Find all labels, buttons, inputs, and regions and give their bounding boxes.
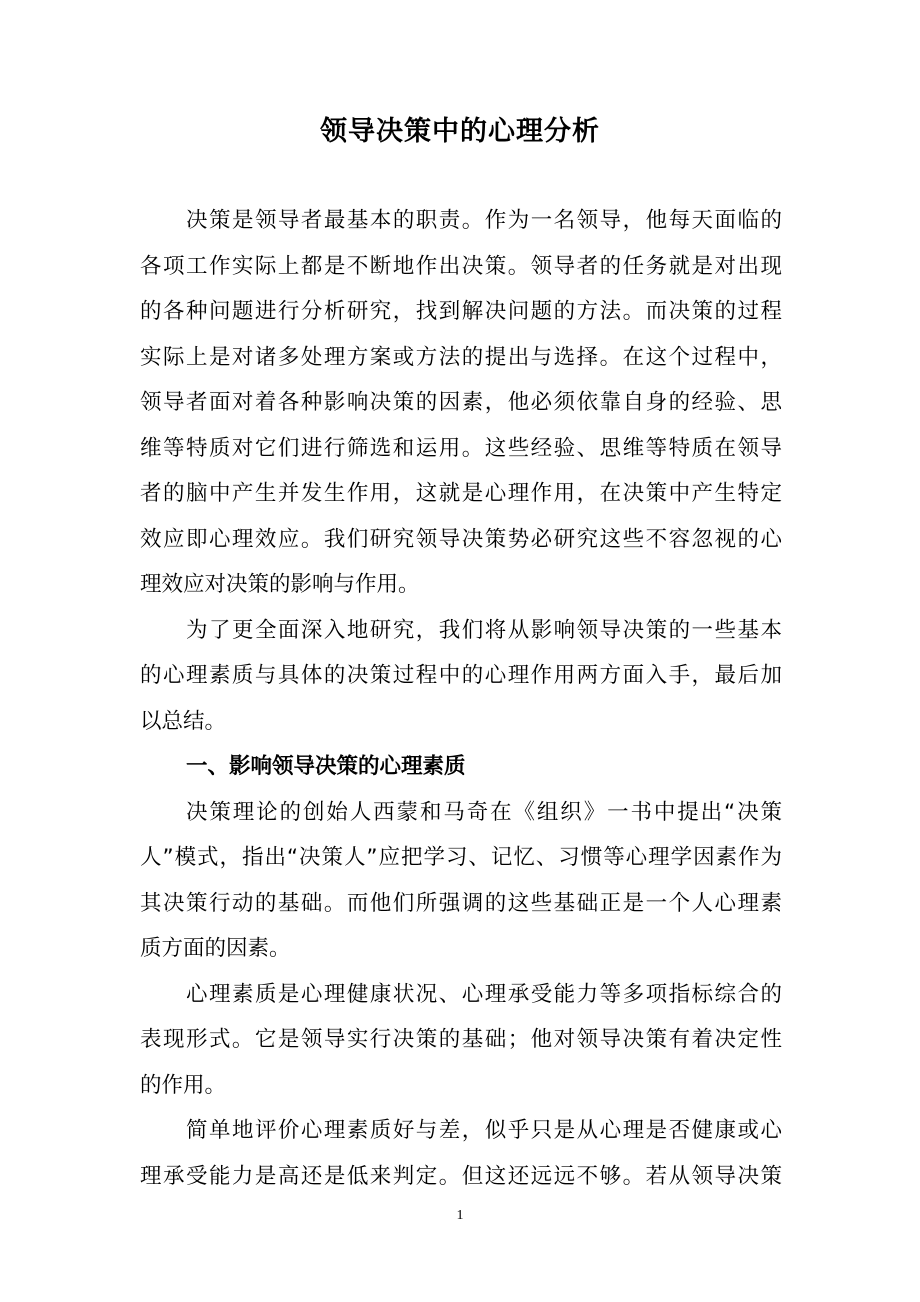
text-line: 者的脑中产生并发生作用，这就是心理作用，在决策中产生特定 (140, 481, 782, 506)
text-line: 以总结。 (140, 708, 227, 734)
section-heading: 一、影响领导决策的心理素质 (186, 754, 466, 779)
text-line: 决策是领导者最基本的职责。作为一名领导，他每天面临的 (186, 208, 782, 233)
text-line: 实际上是对诸多处理方案或方法的提出与选择。在这个过程中， (140, 344, 782, 370)
text-line: 简单地评价心理素质好与差，似乎只是从心理是否健康或心 (186, 1118, 782, 1143)
text-line: 理效应对决策的影响与作用。 (140, 572, 420, 597)
text-line: 维等特质对它们进行筛选和运用。这些经验、思维等特质在领导 (140, 435, 782, 461)
text-line: 质方面的因素。 (140, 936, 291, 961)
text-line: 决策理论的创始人西蒙和马奇在《组织》一书中提出“决策 (186, 799, 782, 825)
text-line: 人”模式，指出“决策人”应把学习、记忆、习惯等心理学因素作为 (140, 845, 782, 870)
text-line: 的作用。 (140, 1072, 227, 1098)
text-line: 的心理素质与具体的决策过程中的心理作用两方面入手，最后加 (140, 663, 782, 688)
text-line: 其决策行动的基础。而他们所强调的这些基础正是一个人心理素 (140, 890, 782, 916)
document-body (140, 198, 782, 1199)
text-line: 为了更全面深入地研究，我们将从影响领导决策的一些基本 (186, 617, 782, 643)
text-line: 的各种问题进行分析研究，找到解决问题的方法。而决策的过程 (140, 299, 782, 324)
document-title: 领导决策中的心理分析 (320, 116, 600, 147)
text-line: 理承受能力是高还是低来判定。但这还远远不够。若从领导决策 (140, 1163, 782, 1189)
text-line: 领导者面对着各种影响决策的因素，他必须依靠自身的经验、思 (140, 390, 782, 415)
page-number: 1 (456, 1208, 464, 1223)
text-line: 心理素质是心理健康状况、心理承受能力等多项指标综合的 (186, 981, 782, 1007)
text-line: 表现形式。它是领导实行决策的基础；他对领导决策有着决定性 (140, 1027, 782, 1052)
text-line: 各项工作实际上都是不断地作出决策。领导者的任务就是对出现 (140, 253, 782, 279)
text-line: 效应即心理效应。我们研究领导决策势必研究这些不容忽视的心 (140, 526, 782, 552)
